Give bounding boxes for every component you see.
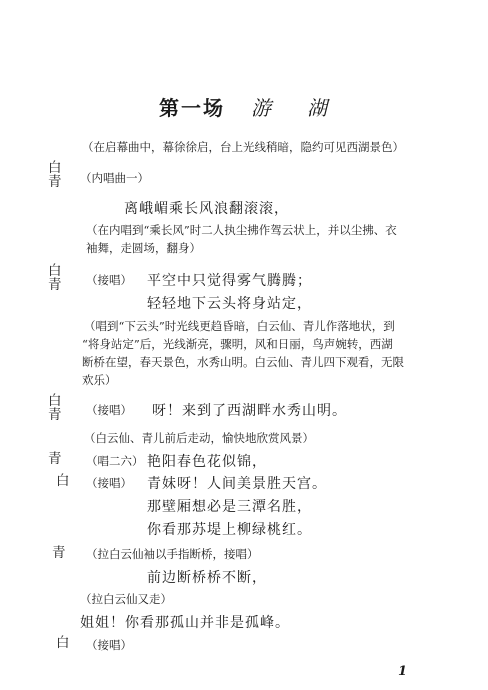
spoken-line: 姐姐！你看那孤山并非是孤峰。 (80, 615, 290, 631)
stage-direction: （唱到“下云头”时光线更趋昏暗，白云仙、青儿作落地状，到 (84, 319, 395, 333)
scene-title-word-1: 游 (251, 96, 273, 120)
lyric-line: 离峨嵋乘长风浪翻滚滚， (124, 201, 289, 217)
stage-direction: “将身站定”后，光线渐亮，骤明，风和日丽，鸟声婉转，西湖 (82, 337, 393, 351)
lyric-line: 青妹呀！人间美景胜天宫。 (147, 476, 327, 492)
speaker-bai: 白 (48, 393, 62, 409)
speaker-qing: 青 (48, 174, 62, 190)
singing-cue: （接唱） (86, 638, 132, 652)
singing-cue: （唱二六） (86, 454, 144, 468)
lyric-line: 前边断桥桥不断， (147, 570, 267, 586)
stage-direction: （拉白云仙袖以手指断桥，接唱） (86, 547, 259, 561)
singing-cue: （内唱曲一） (80, 171, 149, 185)
speaker-bai: 白 (48, 160, 62, 176)
scene-title (0, 92, 488, 121)
singing-cue: （接唱） (86, 476, 132, 490)
speaker-qing: 青 (52, 545, 66, 561)
speaker-bai: 白 (56, 635, 70, 651)
scene-title-word-2: 湖 (307, 96, 329, 120)
singing-cue: （接唱） (86, 273, 132, 287)
lyric-line: 你看那苏堤上柳绿桃红。 (147, 522, 312, 538)
stage-direction: （拉白云仙又走） (80, 592, 172, 606)
lyric-line: 轻轻地下云头将身站定， (147, 296, 312, 312)
speaker-qing: 青 (48, 407, 62, 423)
lyric-line: 那壁厢想必是三潭名胜， (147, 499, 312, 515)
speaker-qing: 青 (48, 277, 62, 293)
stage-direction: （白云仙、青儿前后走动，愉快地欣赏风景） (84, 431, 314, 445)
scene-number: 第一场 (159, 96, 225, 120)
stage-direction: 袖舞，走圆场，翻身） (86, 241, 201, 255)
lyric-line: 呀！来到了西湖畔水秀山明。 (152, 403, 347, 419)
page-number: 1 (398, 664, 408, 679)
lyric-line: 平空中只觉得雾气腾腾； (147, 273, 312, 289)
lyric-line: 艳阳春色花似锦， (147, 454, 267, 470)
stage-direction: （在内唱到“乘长风”时二人执尘拂作驾云状上，并以尘拂、衣 (86, 223, 397, 237)
stage-direction-opening: （在启幕曲中，幕徐徐启，台上光线稍暗，隐约可见西湖景色） (82, 140, 404, 154)
speaker-qing: 青 (48, 451, 62, 467)
singing-cue: （接唱） (86, 403, 132, 417)
speaker-bai: 白 (48, 263, 62, 279)
stage-direction: 欢乐） (82, 373, 117, 387)
speaker-bai: 白 (56, 473, 70, 489)
stage-direction: 断桥在望，春天景色，水秀山明。白云仙、青儿四下观看，无限 (82, 355, 404, 369)
